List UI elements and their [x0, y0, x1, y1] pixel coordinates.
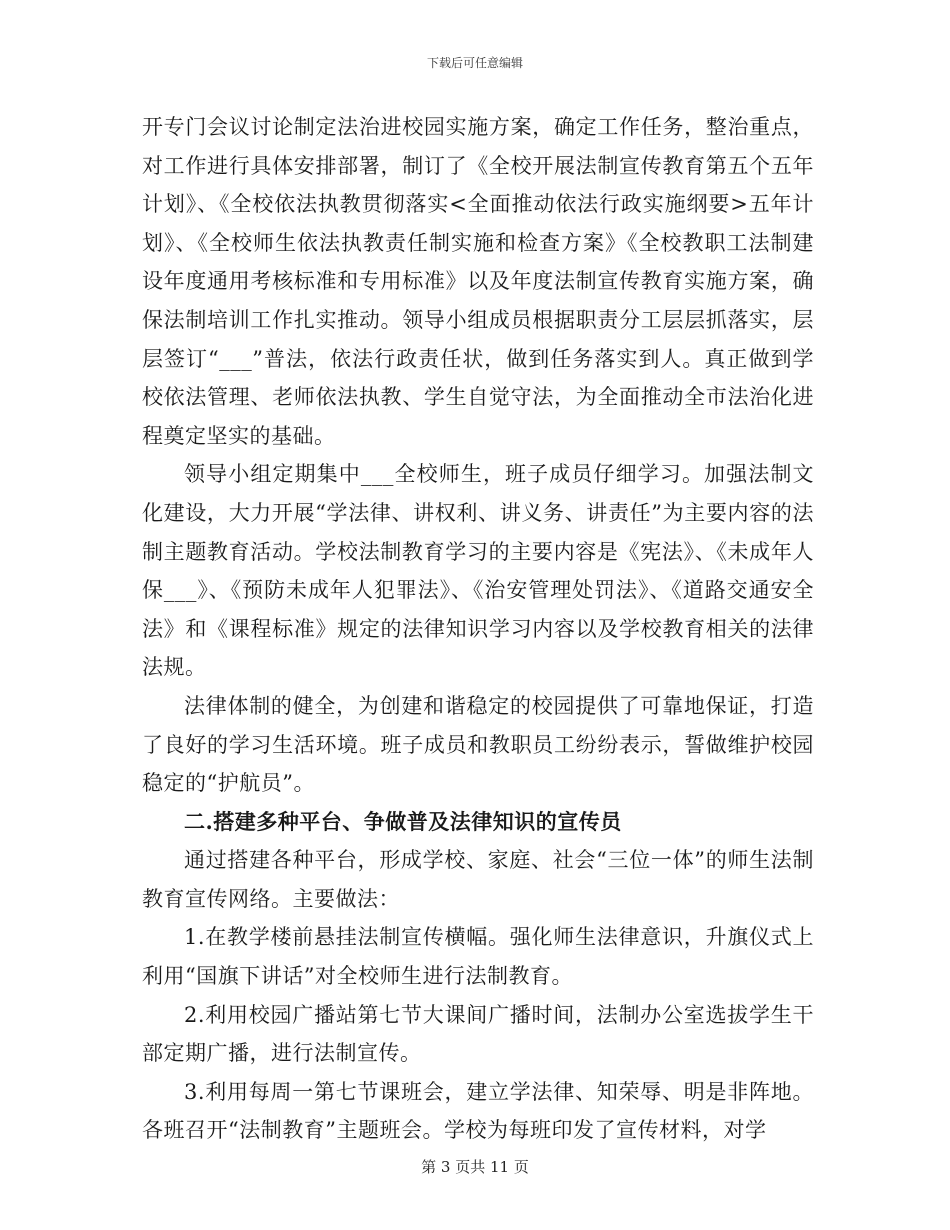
document-body: [142, 108, 814, 1150]
paragraph-1: 开专门会议讨论制定法治进校园实施方案，确定工作任务，整治重点，对工作进行具体安排部署，制订了《全校开展法制宣传教育第五个五年计划》、《全校依法执教贯彻落实<全面推动依法行政实施纲要>五年计划》、《全校师生依法执教责任制实施和检查方案》《全校教职工法制建设年度通用考核标准和专用标准》以及年度法制宣传教育实施方案，确保法制培训工作扎实推动。领导小组成员根据职责分工层层抓落实，层层签订“___”普法，依法行政责任状，做到任务落实到人。真正做到学校依法管理、老师依法执教、学生自觉守法，为全面推动全市法治化进程奠定坚实的基础。: [142, 115, 814, 448]
page-number: 第 3 页共 11 页: [421, 1158, 529, 1176]
paragraph-2: 领导小组定期集中___全校师生，班子成员仔细学习。加强法制文化建设，大力开展“学法律、讲权利、讲义务、讲责任”为主要内容的法制主题教育活动。学校法制教育学习的主要内容是《宪法》、《未成年人保___》、《预防未成年人犯罪法》、《治安管理处罚法》、《道路交通安全法》和《课程标准》规定的法律知识学习内容以及学校教育相关的法律法规。: [142, 462, 814, 680]
page-header-note: 下载后可任意编辑: [426, 56, 523, 70]
list-item-3: 3.利用每周一第七节课班会，建立学法律、知荣辱、明是非阵地。各班召开“法制教育”主题班会。学校为每班印发了宣传材料，对学: [142, 1079, 814, 1143]
paragraph-3: 法律体制的健全，为创建和谐稳定的校园提供了可靠地保证，打造了良好的学习生活环境。班子成员和教职员工纷纷表示，誓做维护校园稳定的“护航员”。: [142, 693, 814, 796]
paragraph-4: 通过搭建各种平台，形成学校、家庭、社会“三位一体”的师生法制教育宣传网络。主要做法：: [142, 848, 814, 911]
list-item-2: 2.利用校园广播站第七节大课间广播时间，法制办公室选拔学生干部定期广播，进行法制宣传。: [142, 1002, 814, 1066]
section-heading: 二.搭建多种平台、争做普及法律知识的宣传员: [184, 808, 622, 834]
list-item-1: 1.在教学楼前悬挂法制宣传横幅。强化师生法律意识，升旗仪式上利用“国旗下讲话”对全校师生进行法制教育。: [142, 925, 814, 989]
